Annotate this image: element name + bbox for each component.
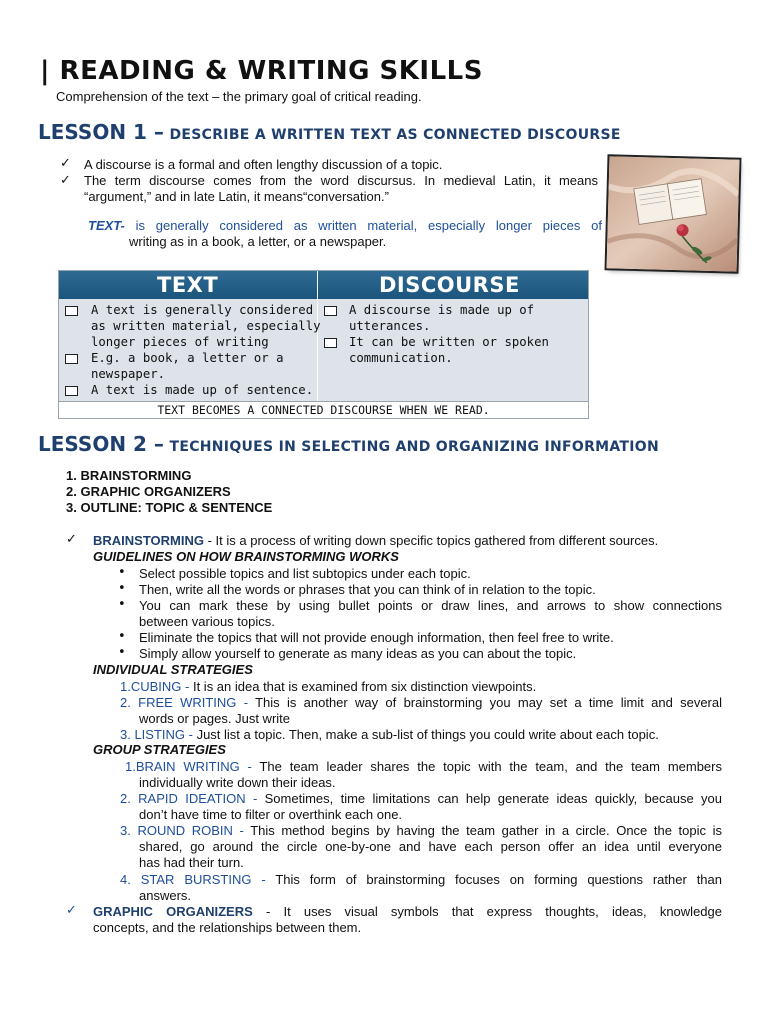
check-icon: ✓	[66, 903, 77, 918]
graphic-label: GRAPHIC ORGANIZERS	[93, 904, 253, 919]
strategy-text: This method begins by having the team gather in a circle. Once the topic is	[250, 823, 723, 838]
strategy-label: 2. RAPID IDEATION -	[120, 791, 265, 806]
individual-heading: INDIVIDUAL STRATEGIES	[93, 662, 253, 677]
group-heading: GROUP STRATEGIES	[93, 742, 226, 757]
strategy-item	[120, 727, 659, 743]
bullet-icon: •	[118, 645, 126, 660]
table-header-text: TEXT	[157, 273, 219, 297]
check-icon: ✓	[60, 173, 71, 188]
check-icon: ✓	[66, 532, 77, 547]
strategy-text-cont: has had their turn.	[139, 855, 244, 870]
strategy-text: This form of brainstorming focuses on forming questions rather than	[275, 872, 722, 887]
lesson1-bullet1: A discourse is a formal and often lengthy discussion of a topic.	[84, 157, 443, 172]
strategy-item	[120, 872, 722, 888]
guideline-item: You can mark these by using bullet points or draw lines, and arrows to show connections	[139, 598, 722, 613]
strategy-text-cont: don’t have time to filter or overthink each one.	[139, 807, 403, 822]
lesson1-prefix: LESSON 1 –	[38, 120, 164, 144]
brainstorm-definition	[93, 533, 658, 549]
guideline-item: Eliminate the topics that will not provide enough information, then feel free to write.	[139, 630, 614, 645]
strategy-label: 2. FREE WRITING -	[120, 695, 256, 710]
list-item: 3. OUTLINE: TOPIC & SENTENCE	[66, 500, 273, 515]
text-def-line1: is generally considered as written material, especially longer pieces of	[124, 218, 602, 233]
bullet-icon: •	[118, 581, 126, 596]
col1-item2-line1: E.g. a book, a letter or a	[91, 351, 284, 365]
strategy-text-cont: words or pages. Just write	[139, 711, 291, 726]
book-rose-photo	[607, 156, 740, 271]
strategy-text-cont: answers.	[139, 888, 192, 903]
lesson1-bullet2-line2: “argument,” and in late Latin, it means“conversation.”	[84, 189, 389, 204]
col1-item1-line1: A text is generally considered	[91, 303, 314, 317]
page-title: | READING & WRITING SKILLS	[40, 56, 483, 86]
strategy-item	[120, 695, 722, 711]
table-header	[59, 271, 588, 299]
text-definition	[88, 218, 602, 234]
bullet-icon: •	[118, 629, 126, 644]
strategy-text: Sometimes, time limitations can help generate ideas quickly, because you	[264, 791, 722, 806]
text-def-line2: writing as in a book, a letter, or a newspaper.	[129, 234, 387, 249]
strategy-text: Just list a topic. Then, make a sub-list of things you could write about each topic.	[196, 727, 659, 742]
strategy-label: 3. LISTING -	[120, 727, 197, 742]
strategy-text: This is another way of brainstorming you may set a time limit and several	[255, 695, 722, 710]
checkbox-icon	[324, 306, 337, 316]
bullet-icon: •	[118, 597, 126, 612]
brainstorm-def: - It is a process of writing down specific topics gathered from different sources.	[203, 533, 659, 548]
strategy-label: 1.BRAIN WRITING -	[125, 759, 260, 774]
strategy-label: 1.CUBING -	[120, 679, 193, 694]
col1-item2-line2: newspaper.	[91, 367, 166, 381]
lesson2-title: TECHNIQUES IN SELECTING AND ORGANIZING INFORMATION	[169, 439, 660, 455]
graphic-def-line2: concepts, and the relationships between them.	[93, 920, 362, 935]
page-subtitle: Comprehension of the text – the primary goal of critical reading.	[56, 89, 422, 104]
table-footer: TEXT BECOMES A CONNECTED DISCOURSE WHEN WE READ.	[59, 401, 588, 419]
strategy-text: It is an idea that is examined from six distinction viewpoints.	[192, 679, 537, 694]
checkbox-icon	[65, 386, 78, 396]
brainstorm-label: BRAINSTORMING	[93, 533, 204, 548]
graphic-organizers-definition	[93, 904, 722, 920]
list-item: 2. GRAPHIC ORGANIZERS	[66, 484, 231, 499]
guideline-item: Then, write all the words or phrases that you can think of in relation to the topic.	[139, 582, 596, 597]
strategy-label: 3. ROUND ROBIN -	[120, 823, 251, 838]
graphic-def: - It uses visual symbols that express thoughts, ideas, knowledge	[252, 904, 722, 919]
col2-item1-line1: A discourse is made up of	[349, 303, 535, 317]
col1-item1-line2: as written material, especially	[91, 319, 321, 333]
check-icon: ✓	[60, 156, 71, 171]
strategy-text-cont: individually write down their ideas.	[139, 775, 336, 790]
strategy-label: 4. STAR BURSTING -	[120, 872, 276, 887]
strategy-text-cont: shared, go around the circle one-by-one and have each person offer an idea until everyone	[139, 839, 722, 854]
checkbox-icon	[65, 306, 78, 316]
lesson1-bullet2-line1: The term discourse comes from the word discursus. In medieval Latin, it means	[84, 173, 598, 188]
lesson1-heading	[38, 120, 621, 144]
checkbox-icon	[65, 354, 78, 364]
strategy-item	[120, 791, 722, 807]
col2-item2-line1: It can be written or spoken	[349, 335, 549, 349]
strategy-item	[120, 679, 536, 695]
strategy-item	[120, 823, 722, 839]
checkbox-icon	[324, 338, 337, 348]
text-term: TEXT-	[88, 218, 125, 233]
col1-item3-line1: A text is made up of sentence.	[91, 383, 314, 397]
list-item: 1. BRAINSTORMING	[66, 468, 192, 483]
col2-item1-line2: utterances.	[349, 319, 431, 333]
col2-item2-line2: communication.	[349, 351, 453, 365]
lesson2-heading	[38, 432, 659, 456]
guidelines-heading: GUIDELINES ON HOW BRAINSTORMING WORKS	[93, 549, 399, 564]
col1-item1-line3: longer pieces of writing	[91, 335, 269, 349]
strategy-text: The team leader shares the topic with the team, and the team members	[259, 759, 722, 774]
guideline-item: Select possible topics and list subtopics under each topic.	[139, 566, 471, 581]
table-divider	[317, 271, 318, 401]
text-vs-discourse-table	[58, 270, 589, 419]
book-rose-illustration	[607, 156, 740, 271]
guideline-item-cont: between various topics.	[139, 614, 275, 629]
lesson2-prefix: LESSON 2 –	[38, 432, 164, 456]
strategy-item	[125, 759, 722, 775]
bullet-icon: •	[118, 565, 126, 580]
lesson1-title: DESCRIBE A WRITTEN TEXT AS CONNECTED DISCOURSE	[169, 127, 621, 143]
table-header-discourse: DISCOURSE	[379, 273, 520, 297]
guideline-item: Simply allow yourself to generate as many ideas as you can about the topic.	[139, 646, 577, 661]
